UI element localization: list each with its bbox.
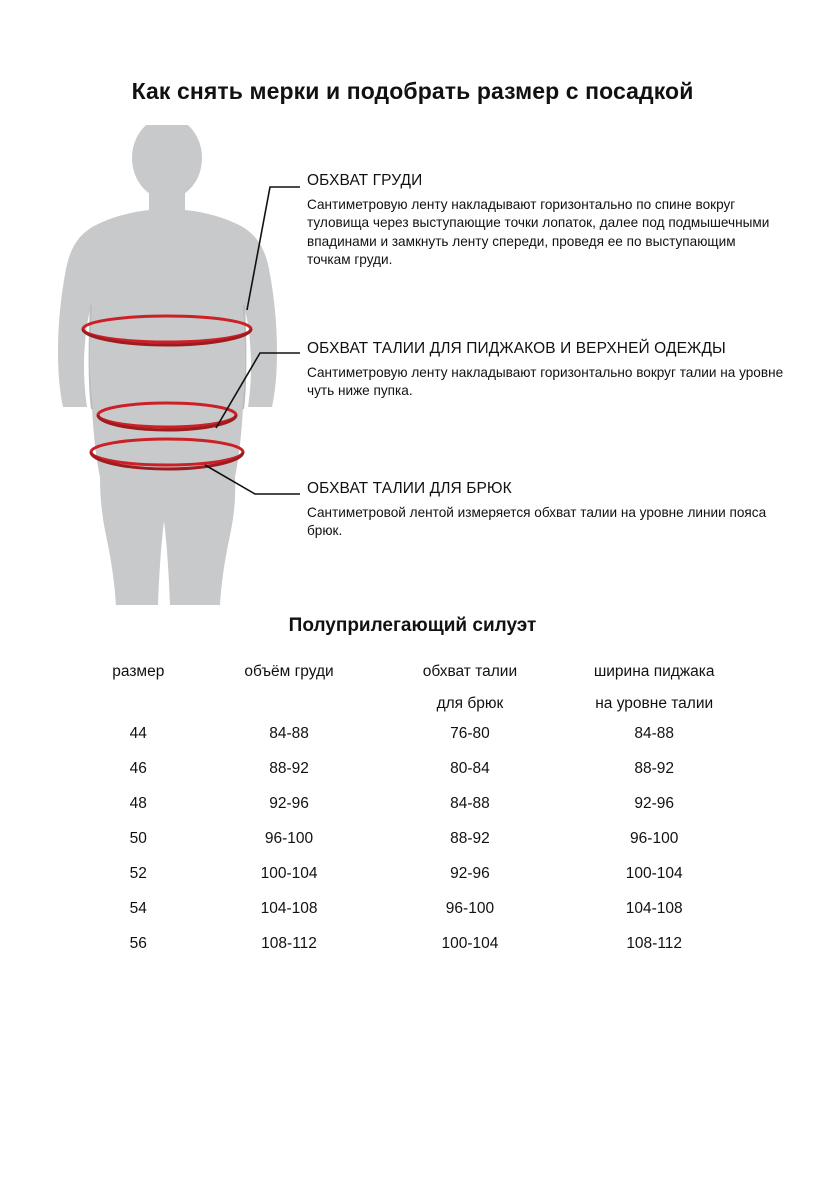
- table-row: [78, 716, 748, 751]
- cell-trouser-waist: 100-104: [441, 934, 499, 952]
- cell-jacket-width: 88-92: [634, 759, 675, 777]
- table-row: [78, 751, 748, 786]
- callout-chest-title: ОБХВАТ ГРУДИ: [307, 172, 423, 189]
- cell-jacket-width: 84-88: [634, 724, 675, 742]
- cell-size: 48: [129, 794, 147, 812]
- callout-jacket-waist-body: Сантиметровую ленту накладывают горизонтально вокруг талии на уровне чуть ниже пупка.: [307, 365, 784, 399]
- cell-size: 54: [129, 899, 147, 917]
- cell-jacket-width: 92-96: [634, 794, 675, 812]
- cell-size: 50: [129, 829, 147, 847]
- cell-trouser-waist: 80-84: [450, 759, 490, 777]
- callout-jacket-waist-title: ОБХВАТ ТАЛИИ ДЛЯ ПИДЖАКОВ И ВЕРХНЕЙ ОДЕЖДЫ: [307, 340, 726, 357]
- cell-chest: 100-104: [260, 864, 318, 882]
- callout-trouser-waist-title: ОБХВАТ ТАЛИИ ДЛЯ БРЮК: [307, 480, 512, 497]
- table-row: [78, 821, 748, 856]
- cell-jacket-width: 108-112: [626, 934, 683, 952]
- callout-trouser-waist-body: Сантиметровой лентой измеряется обхват талии на уровне линии пояса брюк.: [307, 505, 767, 539]
- cell-trouser-waist: 96-100: [445, 899, 495, 917]
- cell-trouser-waist: 84-88: [450, 794, 490, 812]
- callout-chest-body: Сантиметровую ленту накладывают горизонтально по спине вокруг туловища через выступающие точки лопаток, далее под подмышечными впадинами и замкнуть ленту спереди, проведя ее по выступающим точкам груди.: [307, 197, 770, 268]
- cell-size: 44: [129, 724, 147, 742]
- table-row: [78, 926, 748, 961]
- table-row: [78, 891, 748, 926]
- cell-chest: 108-112: [261, 934, 317, 952]
- callout-jacket-waist: [307, 340, 787, 401]
- size-table: [78, 660, 748, 961]
- table-header-size: размер: [112, 663, 165, 680]
- table-row: [78, 856, 748, 891]
- body-figure: [30, 125, 300, 605]
- table-header-jacket-width: ширина пиджака на уровне талии: [593, 663, 715, 712]
- male-torso-silhouette: [58, 125, 277, 605]
- table-caption: Полуприлегающий силуэт: [288, 615, 537, 636]
- table-header-row: [78, 660, 748, 716]
- cell-chest: 84-88: [269, 724, 309, 742]
- cell-trouser-waist: 88-92: [450, 829, 490, 847]
- callout-chest: [307, 172, 777, 269]
- table-row: [78, 786, 748, 821]
- cell-chest: 88-92: [269, 759, 309, 777]
- cell-chest: 92-96: [269, 794, 309, 812]
- callout-trouser-waist: [307, 480, 777, 541]
- table-header-trouser-waist: обхват талии для брюк: [422, 663, 518, 712]
- cell-size: 46: [129, 759, 147, 777]
- cell-jacket-width: 96-100: [630, 829, 679, 847]
- table-header-chest: объём груди: [244, 663, 334, 680]
- cell-chest: 96-100: [264, 829, 314, 847]
- cell-size: 52: [129, 864, 147, 882]
- cell-jacket-width: 104-108: [625, 899, 683, 917]
- cell-trouser-waist: 76-80: [450, 724, 490, 742]
- cell-chest: 104-108: [260, 899, 318, 917]
- cell-trouser-waist: 92-96: [450, 864, 490, 882]
- page-title: Как снять мерки и подобрать размер с посадкой: [131, 78, 694, 104]
- cell-jacket-width: 100-104: [625, 864, 683, 882]
- cell-size: 56: [129, 934, 147, 952]
